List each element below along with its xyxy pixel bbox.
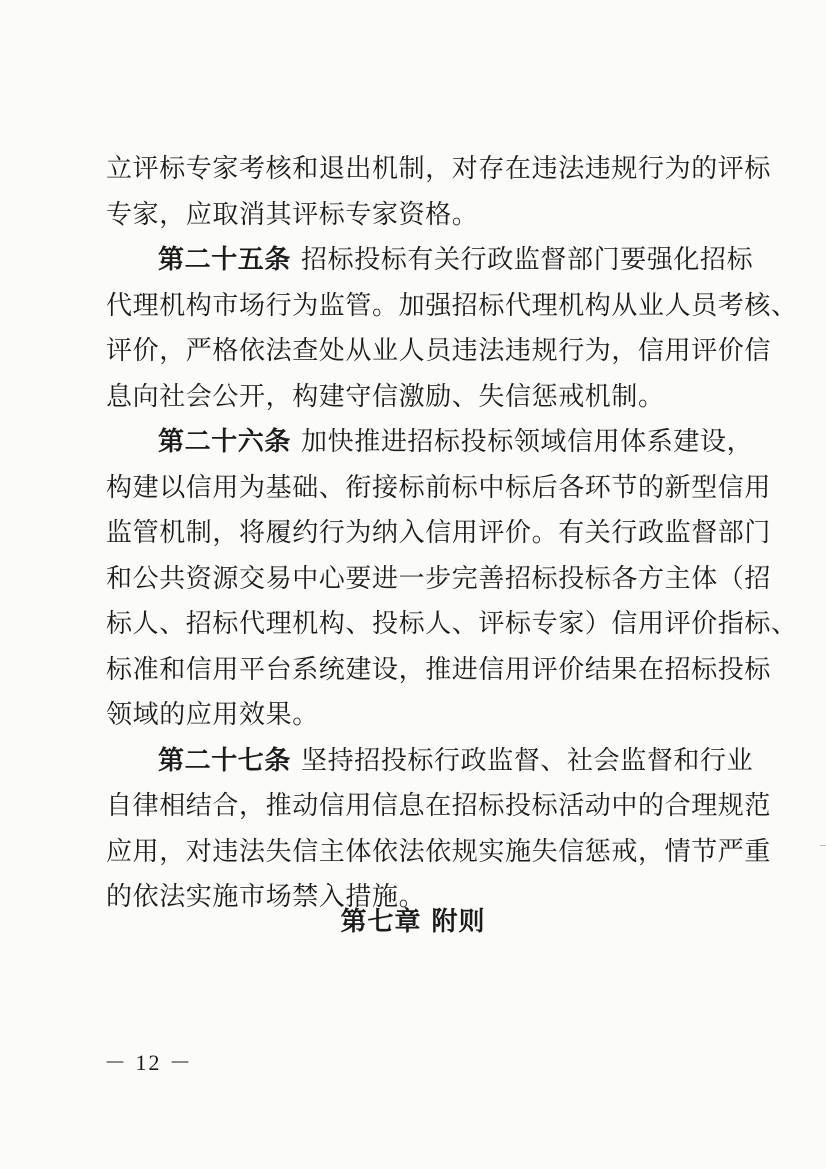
text-line: 息向社会公开，构建守信激励、失信惩戒机制。 (106, 381, 665, 412)
text-line: 的依法实施市场禁入措施。 (106, 882, 426, 912)
chapter-heading: 第七章 附则 (340, 907, 486, 937)
article-27-first-line (106, 739, 754, 785)
article-label: 第二十七条 (158, 745, 292, 776)
page-number: － 12 － (104, 1050, 194, 1075)
article-label: 第二十五条 (158, 245, 292, 275)
text-line: 标人、招标代理机构、投标人、评标专家）信用评价指标、 (106, 609, 798, 639)
text-line: 专家，应取消其评标专家资格。 (106, 199, 479, 230)
text-line: 立评标专家考核和退出机制，对存在违法违规行为的评标 (106, 154, 772, 184)
text-line: 标准和信用平台系统建设，推进信用评价结果在招标投标 (106, 654, 772, 685)
text-line: 和公共资源交易中心要进一步完善招标投标各方主体（招 (106, 563, 772, 594)
text-line: 坚持招投标行政监督、社会监督和行业 (301, 745, 754, 776)
edge-mark (820, 845, 826, 846)
text-line: 领域的应用效果。 (106, 700, 319, 730)
text-line: 招标投标有关行政监督部门要强化招标 (301, 245, 754, 275)
text-line: 监管机制，将履约行为纳入信用评价。有关行政监督部门 (106, 518, 772, 548)
text-line: 自律相结合，推动信用信息在招标投标活动中的合理规范 (106, 791, 772, 821)
body-text (106, 147, 798, 921)
text-line: 评价，严格依法查处从业人员违法违规行为，信用评价信 (106, 336, 772, 366)
article-label: 第二十六条 (158, 427, 292, 457)
text-line: 加快推进招标投标领域信用体系建设， (301, 427, 754, 457)
article-25-first-line (106, 238, 754, 284)
text-line: 应用，对违法失信主体依法依规实施失信惩戒，情节严重 (106, 836, 772, 867)
article-26-first-line (106, 420, 754, 466)
text-line: 代理机构市场行为监管。加强招标代理机构从业人员考核、 (106, 290, 798, 321)
text-line: 构建以信用为基础、衔接标前标中标后各环节的新型信用 (106, 472, 772, 503)
